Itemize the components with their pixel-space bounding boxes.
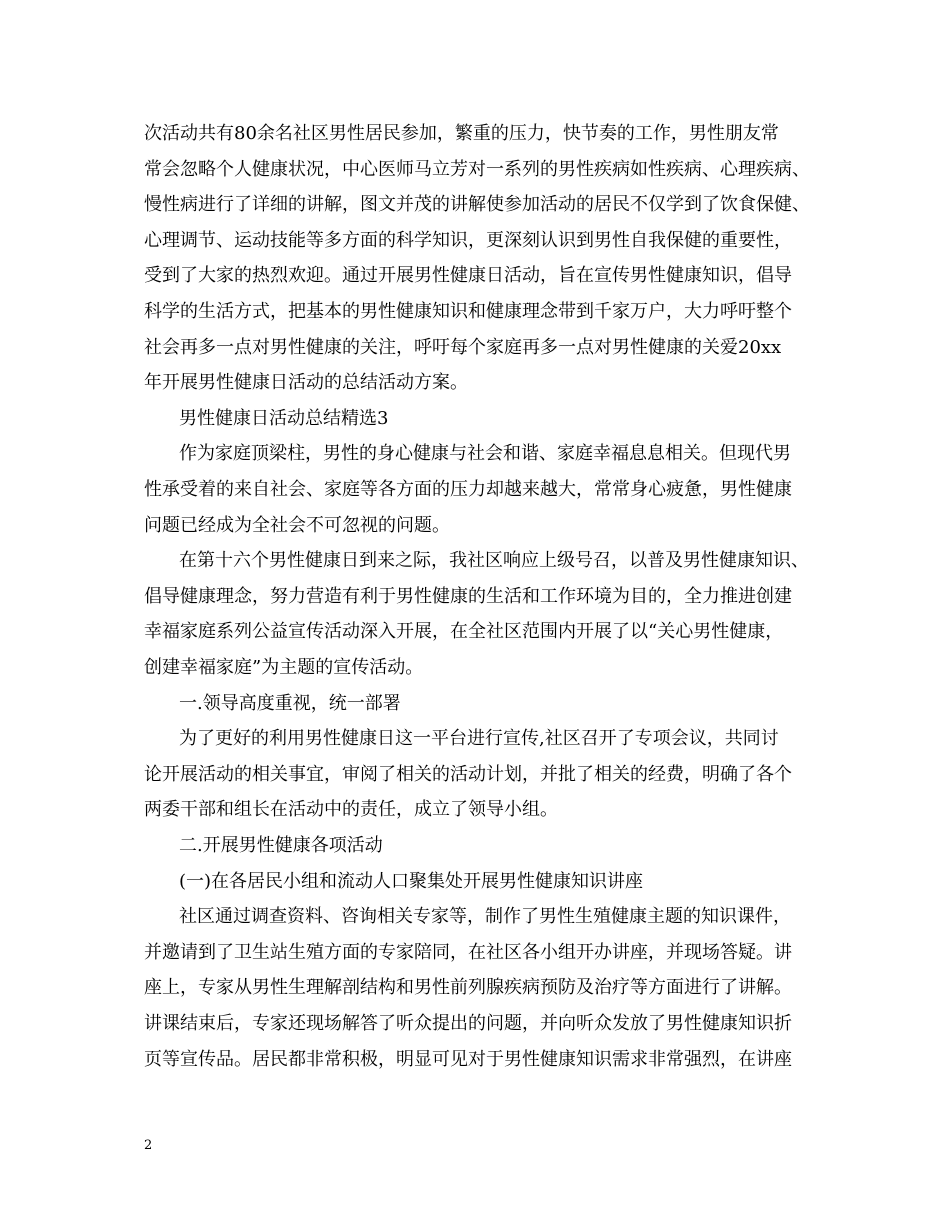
body-text-line: 页等宣传品。居民都非常积极，明显可见对于男性健康知识需求非常强烈，在讲座: [144, 1049, 792, 1070]
body-text-line: 在第十六个男性健康日到来之际，我社区响应上级号召，以普及男性健康知识、: [179, 550, 809, 571]
body-text-line: 社区通过调查资料、咨询相关专家等，制作了男性生殖健康主题的知识课件，: [179, 906, 791, 927]
body-text-line: 问题已经成为全社会不可忽视的问题。: [144, 515, 450, 536]
body-text-line: 两委干部和组长在活动中的责任，成立了领导小组。: [144, 799, 558, 820]
body-text-line: 论开展活动的相关事宜，审阅了相关的活动计划，并批了相关的经费，明确了各个: [144, 764, 792, 785]
body-text-line: 并邀请到了卫生站生殖方面的专家陪同，在社区各小组开办讲座，并现场答疑。讲: [144, 942, 792, 963]
body-text-line: 幸福家庭系列公益宣传活动深入开展，在全社区范围内开展了以“关心男性健康，: [144, 621, 784, 642]
section-heading: 一.领导高度重视，统一部署: [179, 693, 401, 714]
body-text-line: 性承受着的来自社会、家庭等各方面的压力却越来越大，常常身心疲惫，男性健康: [144, 479, 792, 500]
body-text-line: 社会再多一点对男性健康的关注，呼吁每个家庭再多一点对男性健康的关爱20xx: [144, 337, 782, 358]
page-number: 2: [144, 1138, 153, 1153]
body-text-line: 次活动共有80余名社区男性居民参加，繁重的压力，快节奏的工作，男性朋友常: [144, 123, 779, 144]
section-heading: 男性健康日活动总结精选3: [179, 408, 389, 429]
body-text-line: 创建幸福家庭”为主题的宣传活动。: [144, 657, 424, 678]
body-text-line: 为了更好的利用男性健康日这一平台进行宣传,社区召开了专项会议，共同讨: [179, 728, 779, 749]
body-text-line: 慢性病进行了详细的讲解，图文并茂的讲解使参加活动的居民不仅学到了饮食保健、: [144, 194, 810, 215]
body-text-line: 倡导健康理念，努力营造有利于男性健康的生活和工作环境为目的，全力推进创建: [144, 586, 792, 607]
body-text-line: 心理调节、运动技能等多方面的科学知识，更深刻认识到男性自我保健的重要性，: [144, 230, 792, 251]
body-text-line: 年开展男性健康日活动的总结活动方案。: [144, 372, 468, 393]
body-text-line: 讲课结束后，专家还现场解答了听众提出的问题，并向听众发放了男性健康知识折: [144, 1013, 792, 1034]
body-text-line: 座上，专家从男性生理解剖结构和男性前列腺疾病预防及治疗等方面进行了讲解。: [144, 977, 792, 998]
body-text-line: 科学的生活方式，把基本的男性健康知识和健康理念带到千家万户，大力呼吁整个: [144, 301, 792, 322]
section-heading: 二.开展男性健康各项活动: [179, 835, 383, 856]
body-text-line: 常会忽略个人健康状况，中心医师马立芳对一系列的男性疾病如性疾病、心理疾病、: [144, 159, 810, 180]
body-text-line: 受到了大家的热烈欢迎。通过开展男性健康日活动，旨在宣传男性健康知识，倡导: [144, 265, 792, 286]
subsection-heading: (一)在各居民小组和流动人口聚集处开展男性健康知识讲座: [179, 871, 644, 892]
body-text-line: 作为家庭顶梁柱，男性的身心健康与社会和谐、家庭幸福息息相关。但现代男: [179, 443, 791, 464]
